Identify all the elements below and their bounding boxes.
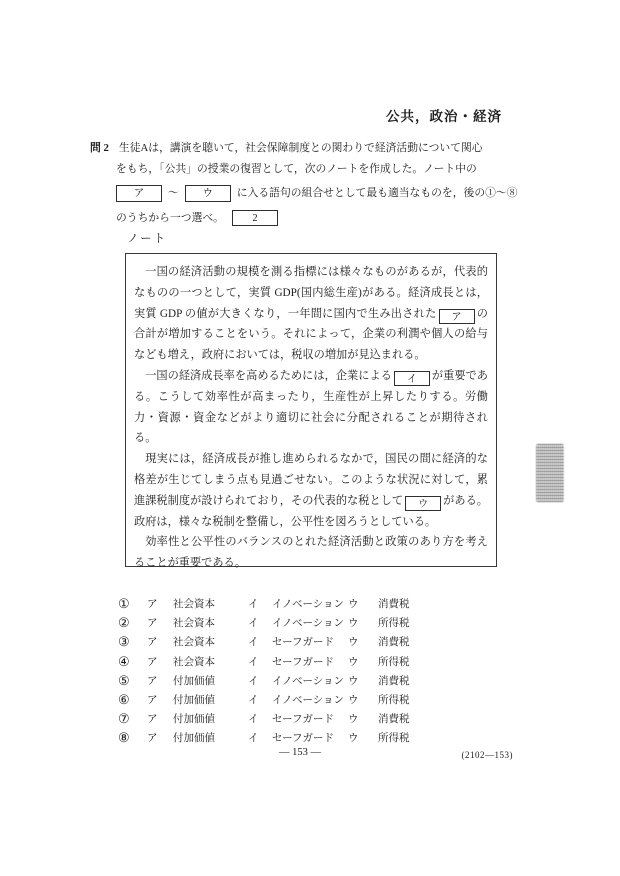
option-number: ⑤ (118, 672, 130, 688)
note-blank-i: イ (394, 371, 430, 386)
option-row-2 (118, 613, 410, 632)
question-line-3 (116, 180, 520, 206)
option-row-5 (118, 671, 410, 690)
question-text-4: のうちから一つ選べ。 (116, 211, 224, 224)
kana-u-label: ウ (348, 675, 359, 687)
kana-a-label: ア (147, 637, 158, 649)
option-number: ③ (118, 634, 130, 650)
option-a-value: 付加価値 (173, 695, 215, 707)
note-paragraph-2: 一国の経済成長率を高めるためには，企業による イ が重要である。こうして効率性が高まったり，生産性が上昇したりする。労働力・資源・資金などがより適切に社会に分配されることが期待される。 (134, 369, 488, 445)
kana-i-label: イ (248, 656, 259, 668)
option-row-4 (118, 652, 410, 671)
question-line-4 (116, 206, 520, 230)
option-a-value: 付加価値 (173, 733, 215, 745)
option-i-value: セーフガード (272, 733, 334, 745)
note-paragraph-1: 一国の経済活動の規模を測る指標には様々なものがあるが，代表的なものの一つとして，実質 GDP(国内総生産)がある。経済成長とは，実質 GDP の値が大きくなり，一年間に国内で生み出された ア の合計が増加することをいう。それによって，企業の利潤や個人の給与なども増え，政府においては，税収の増加が見込まれる。 (134, 266, 488, 362)
tilde-separator: ～ (168, 186, 179, 199)
option-number: ⑧ (118, 730, 130, 746)
question-text-1: 生徒Aは，講演を聴いて，社会保障制度との関わりで経済活動について関心 (118, 142, 483, 154)
option-i-value: イノベーション (272, 618, 345, 630)
kana-i-label: イ (248, 733, 259, 745)
option-u-value: 所得税 (378, 656, 410, 668)
blank-box-u: ウ (185, 185, 231, 202)
option-a-value: 社会資本 (173, 656, 215, 668)
kana-u-label: ウ (348, 656, 359, 668)
option-row-6 (118, 690, 410, 709)
blank-box-a: ア (116, 185, 162, 202)
option-row-3 (118, 632, 410, 651)
option-i-value: イノベーション (272, 695, 345, 707)
question-line-1 (90, 138, 520, 159)
options-list (118, 594, 410, 748)
option-a-value: 社会資本 (173, 618, 215, 630)
kana-u-label: ウ (348, 637, 359, 649)
option-u-value: 消費税 (378, 714, 410, 726)
option-u-value: 所得税 (378, 618, 410, 630)
note-paragraph-3: 現実には，経済成長が推し進められるなかで，国民の間に経済的な格差が生じてしまう点も見過ごせない。このような状況に対して，累進課税制度が設けられており，その代表的な税として ウ がある。政府は，様々な税制を整備し，公平性を図ろうとしている。 (134, 453, 488, 528)
option-number: ④ (118, 653, 130, 669)
kana-a-label: ア (147, 599, 158, 611)
kana-i-label: イ (248, 618, 259, 630)
option-row-7 (118, 709, 410, 728)
option-u-value: 消費税 (378, 637, 410, 649)
kana-a-label: ア (147, 618, 158, 630)
kana-i-label: イ (248, 599, 259, 611)
note-title: ノート (127, 233, 168, 245)
answer-number-box: 2 (232, 210, 278, 226)
question-text-3: に入る語句の組合せとして最も適当なものを，後の①～⑧ (236, 186, 518, 199)
kana-i-label: イ (248, 637, 259, 649)
kana-i-label: イ (248, 675, 259, 687)
option-number: ⑦ (118, 711, 130, 727)
question-block (90, 138, 520, 230)
option-i-value: セーフガード (272, 714, 334, 726)
option-row-1 (118, 594, 410, 613)
option-u-value: 消費税 (378, 675, 410, 687)
question-line-2: をもち，「公共」の授業の復習として，次のノートを作成した。ノート中の (116, 163, 477, 175)
option-i-value: セーフガード (272, 637, 334, 649)
print-code: (2102—153) (461, 750, 513, 760)
kana-u-label: ウ (348, 714, 359, 726)
option-a-value: 社会資本 (173, 637, 215, 649)
kana-u-label: ウ (348, 599, 359, 611)
option-number: ① (118, 596, 130, 612)
option-a-value: 社会資本 (173, 599, 215, 611)
kana-a-label: ア (147, 714, 158, 726)
option-i-value: イノベーション (272, 675, 345, 687)
kana-u-label: ウ (348, 618, 359, 630)
kana-a-label: ア (147, 695, 158, 707)
option-u-value: 消費税 (378, 599, 410, 611)
option-u-value: 所得税 (378, 733, 410, 745)
kana-a-label: ア (147, 656, 158, 668)
option-i-value: セーフガード (272, 656, 334, 668)
page-number: — 153 — (279, 747, 321, 758)
note-blank-a: ア (439, 309, 475, 324)
kana-i-label: イ (248, 695, 259, 707)
ink-smudge-artifact (536, 444, 564, 502)
note-box (125, 253, 497, 570)
kana-u-label: ウ (348, 733, 359, 745)
option-u-value: 所得税 (378, 695, 410, 707)
subject-header: 公共，政治・経済 (386, 109, 502, 124)
option-number: ② (118, 615, 130, 631)
note-paragraph-4: 効率性と公平性のバランスのとれた経済活動と政策のあり方を考えることが重要である。 (134, 536, 488, 570)
kana-i-label: イ (248, 714, 259, 726)
option-number: ⑥ (118, 692, 130, 708)
option-a-value: 付加価値 (173, 714, 215, 726)
kana-a-label: ア (147, 675, 158, 687)
option-i-value: イノベーション (272, 599, 345, 611)
option-row-8 (118, 728, 410, 747)
kana-a-label: ア (147, 733, 158, 745)
question-number: 問 2 (90, 142, 109, 154)
note-blank-u: ウ (405, 496, 441, 511)
kana-u-label: ウ (348, 695, 359, 707)
option-a-value: 付加価値 (173, 675, 215, 687)
